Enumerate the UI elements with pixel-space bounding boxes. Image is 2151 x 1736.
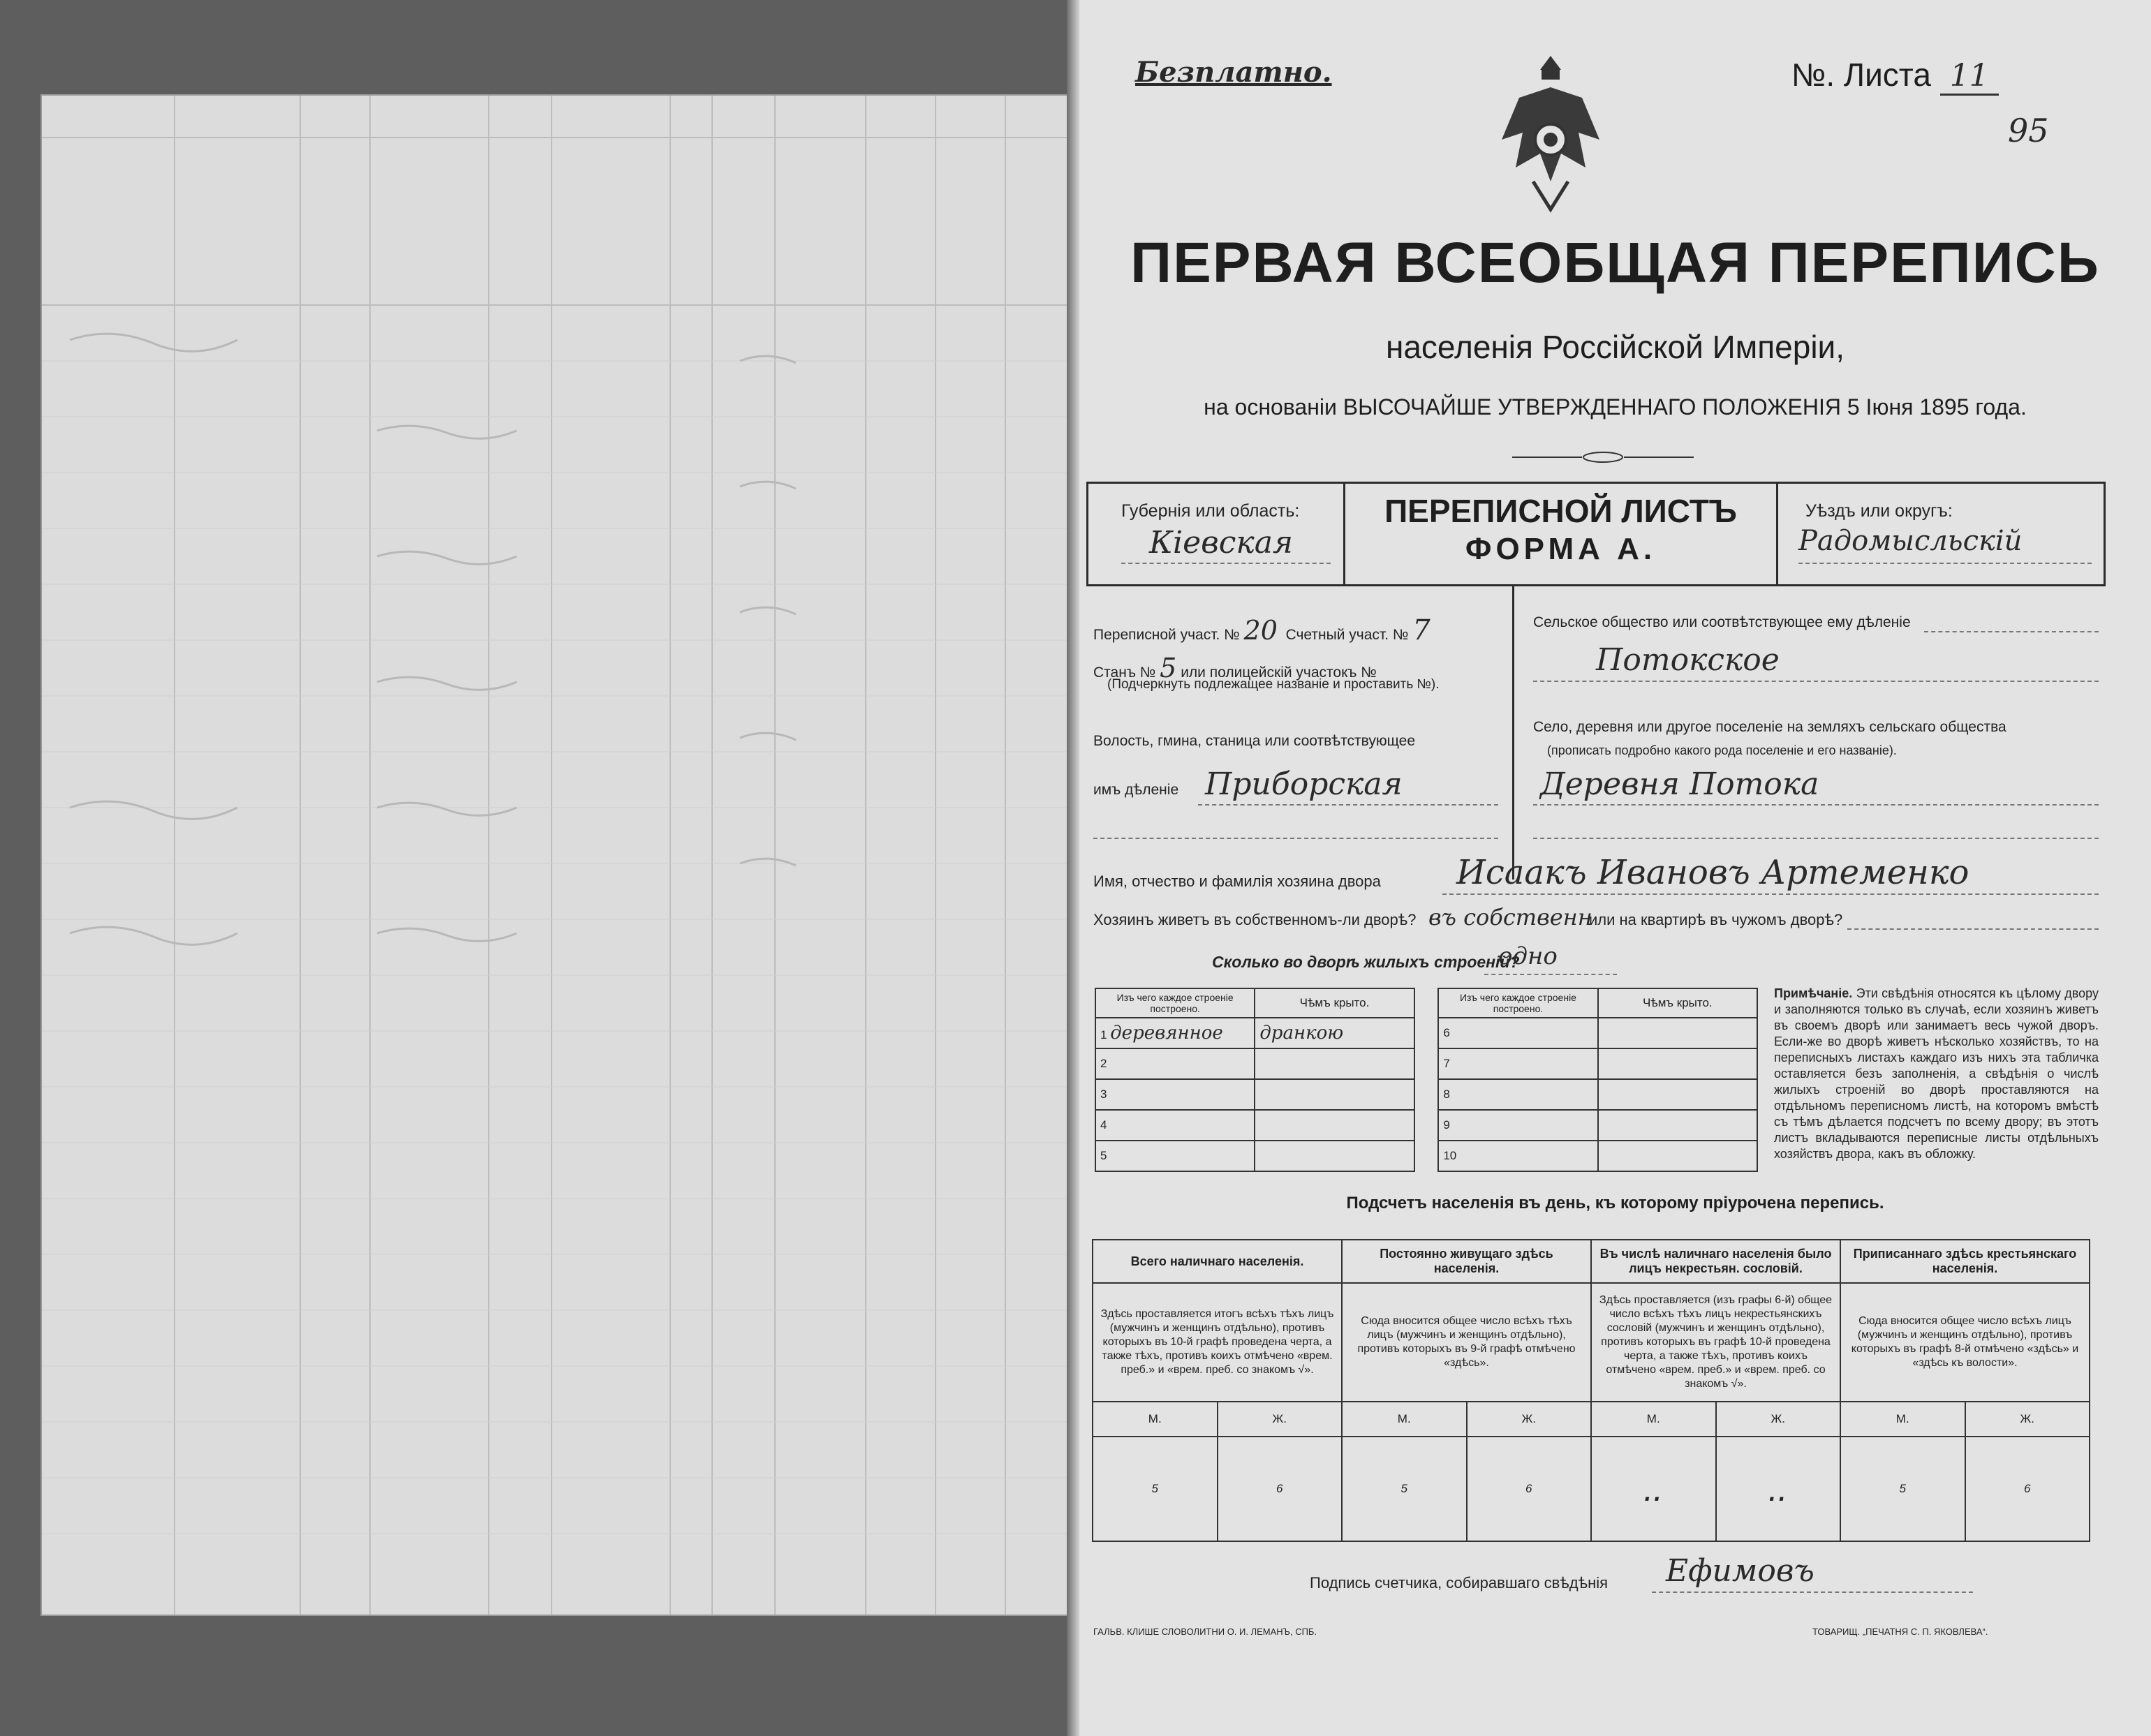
pop-desc-2: Сюда вносится общее число всѣхъ тѣхъ лицъ (мужчинъ и женщинъ отдѣльно), противъ которыхъ въ 9-й графѣ отмѣчено «здѣсь». [1342,1283,1591,1402]
census-form-page [1079,0,2151,1736]
police-label: или полицейскій участокъ № [1181,665,1377,681]
row-number: 1 [1100,1028,1107,1041]
population-caption: Подсчетъ населенія въ день, къ которому пріурочена перепись. [1346,1194,1884,1212]
society-label: Сельское общество или соотвѣтствующее ему дѣленіе [1533,614,1911,630]
row-number: 4 [1095,1110,1255,1141]
note-title: Примѣчаніе. [1774,986,1853,1000]
roof-value: дранкою [1259,1023,1344,1044]
left-page-faded-table [40,94,1079,1616]
page-subtitle: населенія Россійской Имперіи, [1385,329,1845,365]
row-number: 2 [1095,1048,1255,1079]
row-number: 9 [1438,1110,1597,1141]
gubernia-value: Кіевская [1149,525,1294,561]
sheet-number-caption: №. Листа [1791,57,1931,93]
volost-label-2: имъ дѣленіе [1093,782,1179,798]
uezd-label: Уѣздъ или округъ: [1805,501,1953,521]
residence-label: Хозяинъ живетъ въ собственномъ-ли дворѣ? [1093,911,1417,928]
pop-2-m: 5 [1342,1437,1467,1541]
row-number: 5 [1095,1141,1255,1171]
pop-desc-1: Здѣсь проставляется итогъ всѣхъ тѣхъ лицъ (мужчинъ и женщинъ отдѣльно), противъ которыхъ въ 10-й графѣ проведена черта, а также тѣхъ, противъ коихъ отмѣчено «врем. преб.» и «врем. преб. со знакомъ √». [1093,1283,1342,1402]
page-basis: на основаніи ВЫСОЧАЙШЕ УТВЕРЖДЕННАГО ПОЛОЖЕНІЯ 5 Іюня 1895 года. [1204,394,2027,420]
row-number: 3 [1095,1079,1255,1110]
signature-underline [1652,1592,1973,1593]
residence-label-2: или на квартирѣ въ чужомъ дворѣ? [1589,911,1843,928]
society-value: Потокское [1596,642,1780,678]
census-district-field [1093,614,1431,646]
pop-3-f: .. [1716,1437,1841,1541]
pop-desc-3: Здѣсь проставляется (изъ графы 6-й) общее число всѣхъ тѣхъ лицъ некрестьянскихъ сословій (мужчинъ и женщинъ отдѣльно), противъ которыхъ въ графѣ 10-й проведена черта, а также тѣхъ, противъ коихъ отмѣчено «врем. преб.» и «врем. преб. со знакомъ √». [1591,1283,1840,1402]
pop-4-f: 6 [1965,1437,2090,1541]
table-row [1095,1141,1757,1171]
pop-desc-4: Сюда вносится общее число всѣхъ лицъ (мужчинъ и женщинъ отдѣльно), противъ которыхъ въ графѣ 8-й отмѣчено «здѣсь» и «здѣсь къ волости». [1840,1283,2090,1402]
col-material-head: Изъ чего каждое строеніе построено. [1095,988,1255,1018]
census-district-label: Переписной участ. № [1093,627,1240,643]
residence-underline [1847,928,2099,930]
buildings-underline [1484,974,1617,975]
form-name: ПЕРЕПИСНОЙ ЛИСТЪ [1384,493,1737,529]
owner-value: Исаакъ Ивановъ Артеменко [1456,853,1969,892]
row-number: 6 [1438,1018,1597,1048]
owner-underline [1442,893,2099,895]
pop-head-4: Приписаннаго здѣсь крестьянскаго населенія. [1840,1240,2090,1283]
f-label: Ж. [1218,1402,1343,1437]
printer-left: ГАЛЬВ. КЛИШЕ СЛОВОЛИТНИ О. И. ЛЕМАНЪ, СПБ. [1093,1626,1317,1637]
m-label: М. [1342,1402,1467,1437]
pop-3-m: .. [1591,1437,1716,1541]
census-district-value: 20 [1243,615,1278,646]
owner-label: Имя, отчество и фамилія хозяина двора [1093,873,1381,890]
volost-underline [1198,804,1498,806]
buildings-table [1095,988,1758,1172]
pop-2-f: 6 [1467,1437,1592,1541]
row-number: 7 [1438,1048,1597,1079]
table-row [1095,1018,1757,1048]
residence-value: въ собственн [1428,904,1592,930]
buildings-value: одно [1498,942,1558,970]
m-label: М. [1093,1402,1218,1437]
signature-label: Подпись счетчика, собиравшаго свѣдѣнія [1310,1574,1609,1592]
f-label: Ж. [1467,1402,1592,1437]
population-table [1092,1239,2090,1542]
col-material-head-2: Изъ чего каждое строеніе построено. [1438,988,1597,1018]
society-underline-2 [1533,681,2099,682]
archive-number: 95 [2008,112,2049,149]
page-title: ПЕРВАЯ ВСЕОБЩАЯ ПЕРЕПИСЬ [1130,231,2100,295]
row-number: 8 [1438,1079,1597,1110]
gubernia-label: Губернія или область: [1121,501,1300,521]
f-label: Ж. [1716,1402,1841,1437]
free-label: Безплатно. [1135,56,1332,89]
buildings-label: Сколько во дворѣ жилыхъ строеній? [1212,953,1520,971]
f-label: Ж. [1965,1402,2090,1437]
col-roof-head-2: Чѣмъ крыто. [1598,988,1757,1018]
underline-note: (Подчеркнуть подлежащее названіе и проставить №). [1107,677,1440,692]
pop-4-m: 5 [1840,1437,1965,1541]
count-district-value: 7 [1412,614,1431,646]
divider [1776,482,1778,586]
divider [1512,586,1514,880]
volost-label: Волость, гмина, станица или соотвѣтствующее [1093,733,1415,749]
pop-head-2: Постоянно живущаго здѣсь населенія. [1342,1240,1591,1283]
gubernia-underline [1121,563,1331,564]
village-note: (прописать подробно какого рода поселеніе и его названіе). [1547,743,1897,757]
note-block [1774,986,2099,1162]
village-underline-2 [1533,838,2099,839]
ornament-divider [1512,447,1694,468]
volost-value: Приборская [1205,766,1403,802]
table-row [1095,1110,1757,1141]
count-district-label: Счетный участ. № [1285,627,1409,643]
signature-value: Ефимовъ [1666,1553,1814,1589]
village-value: Деревня Потока [1540,766,1819,802]
stan-label: Станъ № [1093,665,1156,681]
note-text: Эти свѣдѣнія относятся къ цѣлому двору и заполняются только въ случаѣ, если хозяинъ живетъ въ своемъ дворѣ или занимаетъ весь чужой дворъ. Если-же во дворѣ живетъ нѣсколько хозяйствъ, то на переписныхъ листахъ каждаго изъ нихъ эта табличка оставляется безъ заполненія, а свѣдѣнія о числѣ жилыхъ строеній во дворѣ проставляются на отдѣльномъ переписномъ листѣ, на которомъ вмѣстѣ съ тѣмъ дѣлается подсчетъ по всему двору; въ этотъ листъ вкладываются переписные листы отдѣльныхъ хозяйствъ двора, какъ въ обложку. [1774,986,2099,1161]
sheet-number-value: 11 [1940,58,1999,96]
material-value: деревянное [1110,1023,1223,1044]
village-underline [1533,804,2099,806]
col-roof-head: Чѣмъ крыто. [1255,988,1414,1018]
pop-head-1: Всего наличнаго населенія. [1093,1240,1342,1283]
sheet-number-label [1791,56,1999,94]
table-row [1095,1048,1757,1079]
printer-right: ТОВАРИЩ. „ПЕЧАТНЯ С. П. ЯКОВЛЕВА“. [1812,1626,1988,1637]
volost-underline-2 [1093,838,1498,839]
row-number: 10 [1438,1141,1597,1171]
pop-head-3: Въ числѣ наличнаго населенія было лицъ некрестьян. сословій. [1591,1240,1840,1283]
uezd-underline [1798,563,2092,564]
society-underline [1924,631,2099,632]
table-row [1095,1079,1757,1110]
pop-1-f: 6 [1218,1437,1343,1541]
uezd-value: Радомысльскій [1798,525,2023,557]
form-type: ФОРМА А. [1465,532,1657,566]
faded-grid [42,96,1079,1616]
village-label: Село, деревня или другое поселеніе на земляхъ сельскаго общества [1533,719,2006,735]
pop-1-m: 5 [1093,1437,1218,1541]
stan-value: 5 [1160,653,1177,683]
m-label: М. [1591,1402,1716,1437]
imperial-eagle-emblem [1491,49,1610,220]
m-label: М. [1840,1402,1965,1437]
